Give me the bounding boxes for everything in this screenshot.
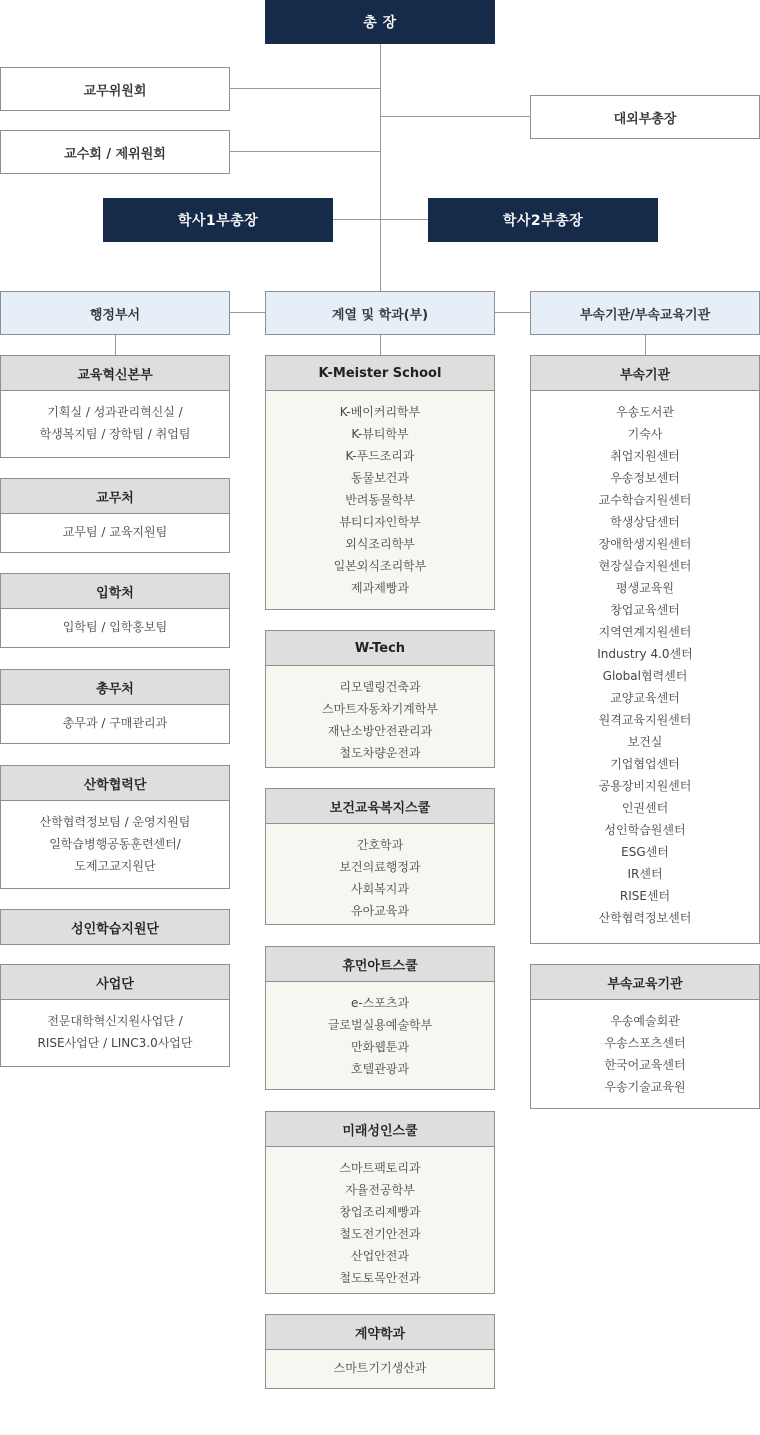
department-item: 산업안전과 <box>351 1249 409 1263</box>
affiliated-item: 산학협력정보센터 <box>598 911 692 925</box>
affiliated-item: 우송예술회관 <box>610 1014 680 1028</box>
admin-unit-item: 전문대학혁신지원사업단 / <box>47 1014 183 1028</box>
admin-connector <box>229 312 266 313</box>
admin-unit-title: 교육혁신본부 <box>1 356 229 391</box>
vp-connector <box>332 219 429 220</box>
department-item: 철도토목안전과 <box>339 1271 421 1285</box>
affiliated-item: 창업교육센터 <box>610 603 680 617</box>
affiliated-item: ESG센터 <box>621 845 669 859</box>
department-item: 외식조리학부 <box>345 537 415 551</box>
department-item: e-스포츠과 <box>350 996 410 1010</box>
faculty-council-box: 교수회 / 제위원회 <box>0 130 230 174</box>
affiliated-title: 부속교육기관 <box>531 965 759 1000</box>
affiliated-item: 우송기술교육원 <box>604 1080 686 1094</box>
admin-unit-item: 기획실 / 성과관리혁신실 / <box>47 405 183 419</box>
department-item: K-뷰티학부 <box>351 427 409 441</box>
admin-down-connector <box>115 334 116 356</box>
affiliated-down-connector <box>645 334 646 356</box>
affiliated-item: 교양교육센터 <box>610 691 680 705</box>
committee-connector <box>229 88 380 89</box>
admin-section-header: 행정부서 <box>0 291 230 335</box>
school-card <box>265 788 495 925</box>
admin-unit-item: 총무과 / 구매관리과 <box>62 716 168 730</box>
affiliated-card <box>530 964 760 1109</box>
school-title: K-Meister School <box>266 356 494 391</box>
school-title: 미래성인스쿨 <box>266 1112 494 1147</box>
affiliated-item: 인권센터 <box>621 801 669 815</box>
school-card <box>265 1111 495 1294</box>
affiliated-item: 지역연계지원센터 <box>598 625 692 639</box>
admin-unit-card <box>0 573 230 648</box>
affiliated-item: Industry 4.0센터 <box>597 647 693 661</box>
committee-box: 교무위원회 <box>0 67 230 111</box>
admin-unit-title: 교무처 <box>1 479 229 514</box>
admin-unit-card <box>0 964 230 1067</box>
admin-unit-card <box>0 765 230 889</box>
affiliated-item: IR센터 <box>627 867 663 881</box>
school-title: 보건교육복지스쿨 <box>266 789 494 824</box>
vp2-box: 학사2부총장 <box>428 198 658 242</box>
department-item: 창업조리제빵과 <box>339 1205 421 1219</box>
vp1-box: 학사1부총장 <box>103 198 333 242</box>
affiliated-section-header: 부속기관/부속교육기관 <box>530 291 760 335</box>
department-item: 호텔관광과 <box>351 1062 409 1076</box>
affiliated-item: 우송스포츠센터 <box>604 1036 686 1050</box>
department-item: 철도차량운전과 <box>339 746 421 760</box>
department-item: 철도전기안전과 <box>339 1227 421 1241</box>
president-box: 총 장 <box>265 0 495 44</box>
affiliated-item: 장애학생지원센터 <box>598 537 692 551</box>
affiliated-item: Global협력센터 <box>602 669 688 683</box>
departments-section-header: 계열 및 학과(부) <box>265 291 495 335</box>
school-title: 계약학과 <box>266 1315 494 1350</box>
department-item: 제과제빵과 <box>351 581 409 595</box>
school-card <box>265 355 495 610</box>
department-item: 재난소방안전관리과 <box>327 724 433 738</box>
trunk-line <box>380 44 381 292</box>
department-item: 만화웹툰과 <box>351 1040 409 1054</box>
admin-unit-title: 사업단 <box>1 965 229 1000</box>
department-item: 사회복지과 <box>351 882 409 896</box>
external-vp-connector <box>380 116 531 117</box>
admin-unit-title: 산학협력단 <box>1 766 229 801</box>
affiliated-item: 기숙사 <box>627 427 663 441</box>
department-item: 스마트자동차기계학부 <box>322 702 438 716</box>
admin-unit-card <box>0 355 230 458</box>
department-item: K-푸드조리과 <box>345 449 415 463</box>
affiliated-item: 평생교육원 <box>616 581 674 595</box>
affiliated-item: 기업협업센터 <box>610 757 680 771</box>
admin-unit-item: 입학팀 / 입학홍보팀 <box>62 620 168 634</box>
department-item: 글로벌실용예술학부 <box>327 1018 433 1032</box>
affiliated-item: 현장실습지원센터 <box>598 559 692 573</box>
affiliated-item: 취업지원센터 <box>610 449 680 463</box>
department-item: 유아교육과 <box>351 904 409 918</box>
affiliated-connector <box>494 312 531 313</box>
admin-unit-card <box>0 909 230 945</box>
admin-unit-item: 도제고교지원단 <box>74 859 156 873</box>
department-item: 보건의료행정과 <box>339 860 421 874</box>
affiliated-card <box>530 355 760 944</box>
affiliated-item: RISE센터 <box>619 889 671 903</box>
affiliated-item: 학생상담센터 <box>610 515 680 529</box>
department-item: 자율전공학부 <box>345 1183 415 1197</box>
admin-unit-card <box>0 669 230 744</box>
affiliated-item: 우송도서관 <box>616 405 674 419</box>
school-title: 휴먼아트스쿨 <box>266 947 494 982</box>
external-vp-box: 대외부총장 <box>530 95 760 139</box>
department-item: 반려동물학부 <box>345 493 415 507</box>
admin-unit-item: RISE사업단 / LINC3.0사업단 <box>37 1036 193 1050</box>
affiliated-item: 우송정보센터 <box>610 471 680 485</box>
affiliated-title: 부속기관 <box>531 356 759 391</box>
admin-unit-title: 총무처 <box>1 670 229 705</box>
admin-unit-title: 성인학습지원단 <box>1 910 229 944</box>
school-card <box>265 946 495 1090</box>
admin-unit-item: 산학협력정보팀 / 운영지원팀 <box>39 815 191 829</box>
school-title: W-Tech <box>266 631 494 666</box>
affiliated-item: 보건실 <box>627 735 663 749</box>
council-connector <box>229 151 380 152</box>
departments-down-connector <box>380 334 381 356</box>
department-item: 일본외식조리학부 <box>333 559 427 573</box>
affiliated-item: 공용장비지원센터 <box>598 779 692 793</box>
department-item: K-베이커리학부 <box>339 405 421 419</box>
admin-unit-item: 교무팀 / 교육지원팀 <box>62 525 168 539</box>
department-item: 간호학과 <box>356 838 404 852</box>
affiliated-item: 성인학습원센터 <box>604 823 686 837</box>
affiliated-item: 원격교육지원센터 <box>598 713 692 727</box>
admin-unit-item: 일학습병행공동훈련센터/ <box>49 837 181 851</box>
admin-unit-card <box>0 478 230 553</box>
department-item: 리모델링건축과 <box>339 680 421 694</box>
affiliated-item: 한국어교육센터 <box>604 1058 686 1072</box>
department-item: 스마트팩토리과 <box>339 1161 421 1175</box>
admin-unit-item: 학생복지팀 / 장학팀 / 취업팀 <box>39 427 191 441</box>
admin-unit-title: 입학처 <box>1 574 229 609</box>
department-item: 동물보건과 <box>351 471 409 485</box>
school-card <box>265 630 495 768</box>
school-card <box>265 1314 495 1389</box>
department-item: 스마트기기생산과 <box>333 1361 427 1375</box>
affiliated-item: 교수학습지원센터 <box>598 493 692 507</box>
department-item: 뷰티디자인학부 <box>339 515 421 529</box>
